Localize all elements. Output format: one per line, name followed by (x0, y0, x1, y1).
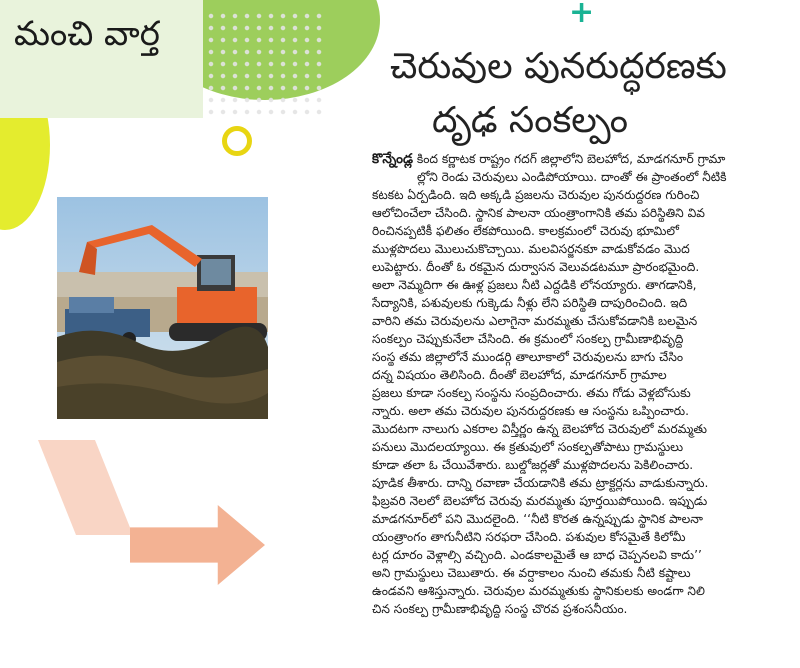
article-line: మొదటగా నాలుగు ఎకరాల విస్తీర్ణం ఉన్న బెలహోద చెరువులో మరమ్మతు (372, 422, 708, 436)
article-line: సేద్యానికి, పశువులకు గుక్కెడు నీళ్లు లేని పరిస్థితి దాపురించింది. ఇది (372, 296, 688, 310)
excavator-illustration (57, 197, 268, 419)
headline (390, 40, 790, 148)
article-line: ముళ్లపొదలు మొలుచుకొచ్చాయి. మలవిసర్జనకూ వాడుకోవడం మొద (372, 242, 690, 256)
decorative-dot-pattern (205, 10, 325, 120)
article-line: కటకట ఏర్పడింది. ఇది అక్కడి ప్రజలను చెరువుల పునరుద్ధరణ గురించి (372, 188, 700, 202)
article-line: ప్రజలు కూడా సంకల్ప సంస్థను సంప్రదించారు. తమ గోడు వెళ్లబోసుకు (372, 386, 691, 400)
article-body (372, 150, 777, 618)
article-line: లుపెట్టారు. దీంతో ఓ రకమైన దుర్వాసన వెలువడటమూ ప్రారంభమైంది. (372, 260, 700, 274)
article-line: పనులు మొదలయ్యాయి. ఈ క్రతువులో సంకల్పతోపాటు గ్రామస్థులు (372, 440, 684, 454)
decorative-arrow-tail (38, 440, 133, 535)
article-lines (372, 186, 777, 618)
plus-icon: + (569, 0, 595, 30)
article-line: కూడా తలా ఓ చేయివేశారు. బుల్డోజర్లతో ముళ్లపొదలను పెకిలించారు. (372, 458, 694, 472)
article-line-first (372, 150, 777, 168)
article-line: వారిని తమ చెరువులను ఎలాగైనా మరమ్మతు చేసుకోవడానికి బలమైన (372, 314, 698, 328)
headline-line-2: దృఢ సంకల్పం (432, 100, 629, 141)
article-line: మాడగనూర్‌లో పని మొదలైంది. ‘‘నీటి కొరత ఉన్నప్పుడు స్థానిక పాలనా (372, 512, 703, 526)
article-line: అలా నెమ్మదిగా ఈ ఊళ్ల ప్రజలు నీటి ఎద్దడికి లోనయ్యారు. తాగడానికి, (372, 278, 697, 292)
article-line: టర్ల దూరం వెళ్లాల్సి వచ్చింది. ఎండకాలమైతే ఆ బాధ చెప్పనలవి కాదు’’ (372, 548, 702, 562)
article-line: ఆలోచించేలా చేసింది. స్థానిక పాలనా యంత్రాంగానికి తమ పరిస్థితిని వివ (372, 206, 705, 220)
article-line: పూడిక తీశారు. దాన్ని రవాణా చేయడానికి తమ ట్రాక్టర్లను వాడుకున్నారు. (372, 476, 709, 490)
article-line: చిన సంకల్ప గ్రామీణాభివృద్ధి సంస్థ చొరవ ప్రశంసనీయం. (372, 602, 628, 616)
ring-icon (222, 126, 252, 156)
arrow-icon (130, 505, 265, 585)
article-line: రించినప్పటికీ ఫలితం లేకపోయింది. కాలక్రమంలో చెరువు భూమిలో (372, 224, 679, 238)
article-line: సంకల్పం చెప్పుకునేలా చేసింది. ఈ క్రమంలో సంకల్ప గ్రామీణాభివృద్ధి (372, 332, 684, 346)
excavator-photo (57, 197, 268, 419)
article-line: ఫిబ్రవరి నెలలో బెలహోద చెరువు మరమ్మతు పూర్తయిపోయింది. ఇప్పుడు (372, 494, 708, 508)
article-line: ఉండవని ఆశిస్తున్నారు. చెరువుల మరమ్మతుకు స్థానికులకు అండగా నిలి (372, 584, 705, 598)
headline-line-1: చెరువుల పునరుద్ధరణకు (390, 46, 727, 87)
section-tag (0, 0, 203, 118)
article-line: దన్న విషయం తెలిసింది. దీంతో బెలహోద, మాడగనూర్ గ్రామాల (372, 368, 667, 382)
article-line: అని గ్రామస్థులు చెబుతారు. ఈ వర్షాకాలం నుంచి తమకు నీటి కష్టాలు (372, 566, 691, 580)
article-first-line-rest: కింద కర్ణాటక రాష్ట్రం గదగ్ జిల్లాలోని బెలహోద, మాడగనూర్ గ్రామా (416, 152, 726, 166)
article-line: సంస్థ తమ జిల్లాలోనే ముండర్గి తాలూకాలో చెరువులను బాగు చేసిం (372, 350, 684, 364)
article-line: న్నారు. అలా తమ చెరువుల పునరుద్ధరణకు ఆ సంస్థను ఒప్పించారు. (372, 404, 690, 418)
article-lead-word: కొన్నేండ్ల (372, 151, 413, 167)
article-line: యంత్రాంగం తాగునీటిని సరఫరా చేసింది. పశువుల కోసమైతే కిలోమీ (372, 530, 686, 544)
article-line-second: ల్లోని రెండు చెరువులు ఎండిపోయాయి. దాంతో ఈ ప్రాంతంలో నీటికి (417, 170, 727, 184)
section-tag-label: మంచి వార్త (14, 14, 160, 54)
